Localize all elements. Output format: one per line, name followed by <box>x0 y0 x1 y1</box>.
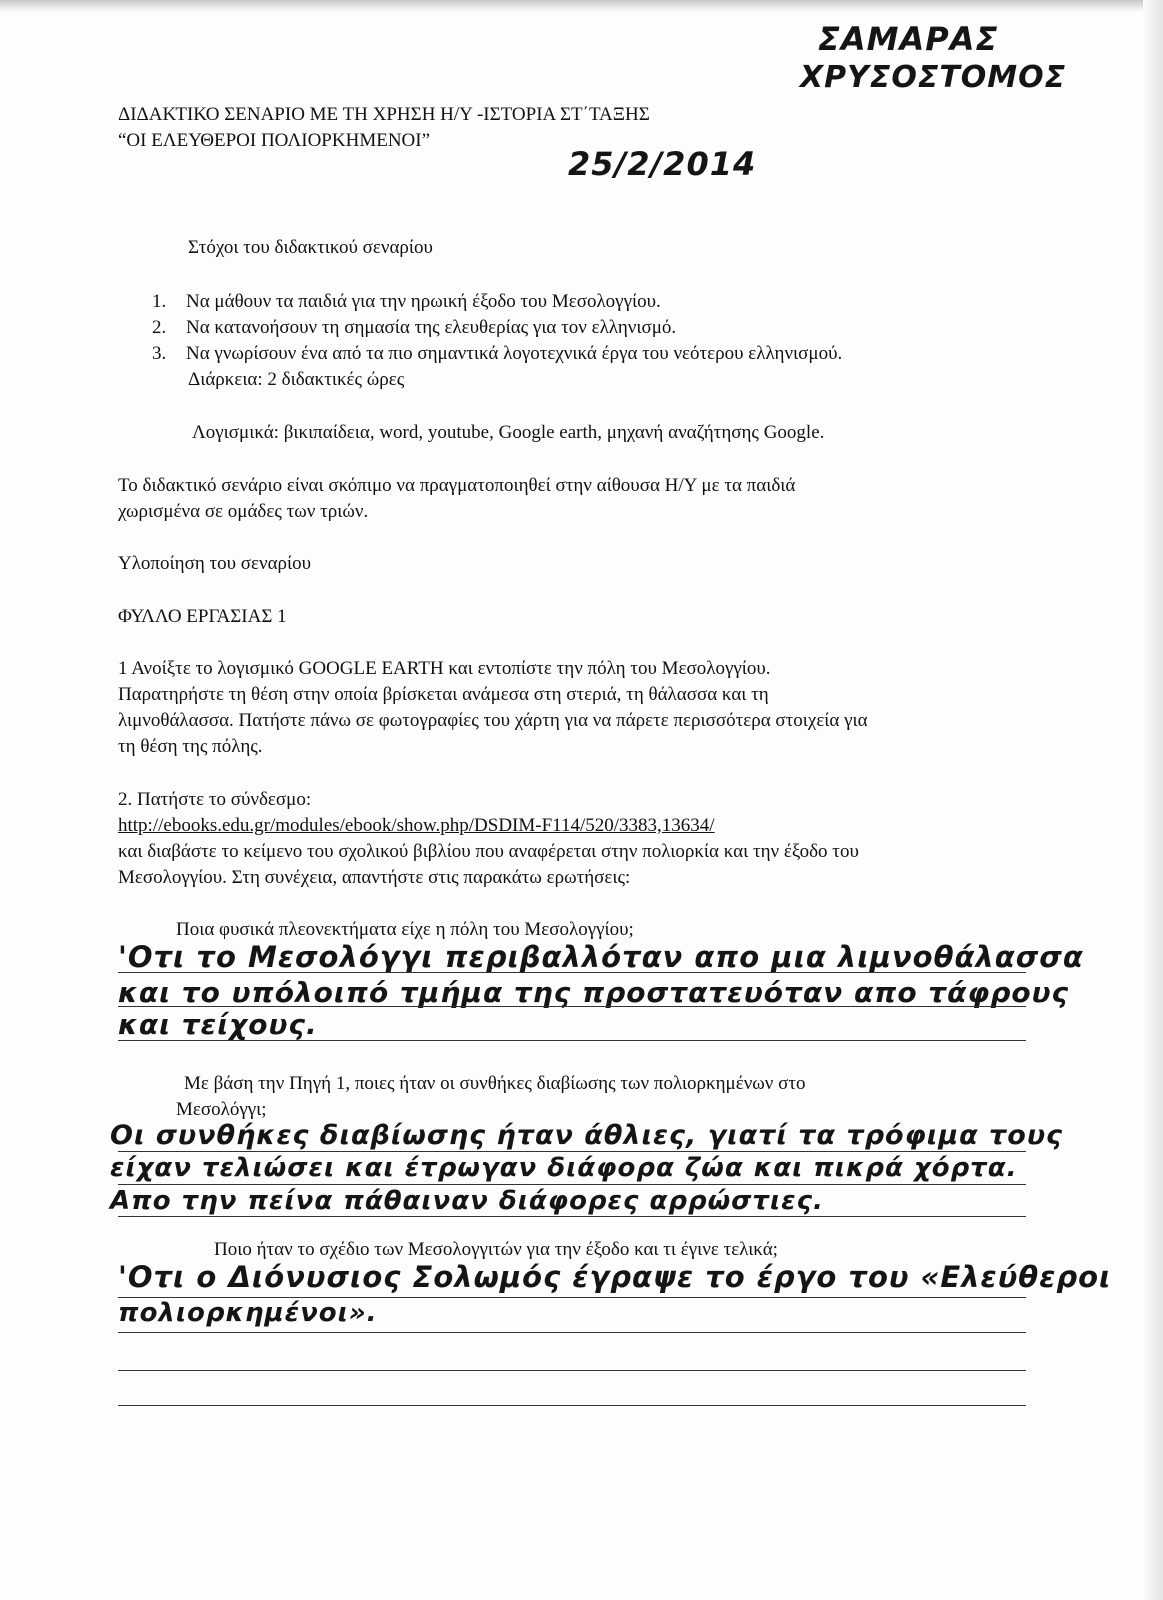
goal-text: Να μάθουν τα παιδιά για την ηρωική έξοδο του Μεσολογγίου. <box>186 291 661 312</box>
document-title-line-2: “ΟΙ ΕΛΕΥΘΕΡΟΙ ΠΟΛΙΟΡΚΗΜΕΝΟΙ” <box>118 130 431 151</box>
worksheet-heading: ΦΥΛΛΟ ΕΡΓΑΣΙΑΣ 1 <box>118 606 287 627</box>
handwritten-firstname: ΧΡΥΣΟΣΤΟΜΟΣ <box>800 60 1067 95</box>
task2-line-3: και διαβάστε το κείμενο του σχολικού βιβλίου που αναφέρεται στην πολιορκία και την έξοδο του <box>118 841 859 862</box>
duration-text: Διάρκεια: 2 διδακτικές ώρες <box>188 369 405 390</box>
goal-text: Να κατανοήσουν τη σημασία της ελευθερίας για τον ελληνισμό. <box>186 317 677 338</box>
task1-line-4: τη θέση της πόλης. <box>118 736 263 757</box>
question-1: Ποια φυσικά πλεονεκτήματα είχε η πόλη του Μεσολογγίου; <box>176 919 634 940</box>
answer-1-line-2: και το υπόλοιπό τμήμα της προστατευόταν απο τάφρους <box>118 976 1070 1009</box>
scan-right-edge <box>1143 0 1163 1600</box>
scan-top-edge <box>0 0 1163 12</box>
goal-number: 1. <box>152 291 167 312</box>
task2-line-4: Μεσολογγίου. Στη συνέχεια, απαντήστε στις παρακάτω ερωτήσεις: <box>118 867 631 888</box>
answer-1-line-3: και τείχους. <box>118 1008 318 1041</box>
goal-number: 3. <box>152 343 167 364</box>
goal-item <box>152 341 842 367</box>
answer-3-line-1: 'Οτι ο Διόνυσιος Σολωμός έγραψε το έργο του «Ελεύθεροι <box>118 1260 1112 1294</box>
answer-rule <box>118 1405 1026 1406</box>
answer-1-line-1: 'Οτι το Μεσολόγγι περιβαλλόταν απο μια λιμνοθάλασσα <box>118 940 1084 974</box>
task1-line-3: λιμνοθάλασσα. Πατήστε πάνω σε φωτογραφίες του χάρτη για να πάρετε περισσότερα στοιχεία για <box>118 710 868 731</box>
answer-rule <box>118 1151 1026 1152</box>
software-list: Λογισμικά: βικιπαίδεια, word, youtube, Google earth, μηχανή αναζήτησης Google. <box>192 422 825 443</box>
task2-link-row <box>118 813 715 839</box>
task1-line-1: 1 Ανοίξτε το λογισμικό GOOGLE EARTH και εντοπίστε την πόλη του Μεσολογγίου. <box>118 658 771 679</box>
implementation-heading: Υλοποίηση του σεναρίου <box>118 553 312 574</box>
goal-item <box>152 289 661 315</box>
answer-rule <box>118 972 1026 973</box>
goals-heading: Στόχοι του διδακτικού σεναρίου <box>188 237 433 258</box>
answer-3-line-2: πολιορκημένοι». <box>118 1298 378 1328</box>
question-2-line-2: Μεσολόγγι; <box>176 1099 267 1120</box>
goal-item <box>152 315 676 341</box>
answer-rule <box>118 1006 1026 1007</box>
goal-number: 2. <box>152 317 167 338</box>
task1-line-2: Παρατηρήστε τη θέση στην οποία βρίσκεται ανάμεσα στη στεριά, τη θάλασσα και τη <box>118 684 769 705</box>
answer-rule <box>118 1332 1026 1333</box>
document-title-line-1: ΔΙΔΑΚΤΙΚΟ ΣΕΝΑΡΙΟ ΜΕ ΤΗ ΧΡΗΣΗ Η/Υ -ΙΣΤΟΡΙΑ ΣΤ΄ΤΑΞΗΣ <box>118 104 650 125</box>
goal-text: Να γνωρίσουν ένα από τα πιο σημαντικά λογοτεχνικά έργα του νεότερου ελληνισμού. <box>186 343 843 364</box>
question-3: Ποιο ήταν το σχέδιο των Μεσολογγιτών για την έξοδο και τι έγινε τελικά; <box>214 1239 778 1260</box>
answer-2-line-3: Απο την πείνα πάθαιναν διάφορες αρρώστιες. <box>110 1186 824 1216</box>
answer-rule <box>118 1040 1026 1041</box>
task2-line-1: 2. Πατήστε το σύνδεσμο: <box>118 789 312 810</box>
intro-line-1: Το διδακτικό σενάριο είναι σκόπιμο να πραγματοποιηθεί στην αίθουσα Η/Υ με τα παιδιά <box>118 475 796 496</box>
ebook-link[interactable]: http://ebooks.edu.gr/modules/ebook/show.php/DSDIM-F114/520/3383,13634/ <box>118 815 715 836</box>
answer-rule <box>118 1216 1026 1217</box>
answer-rule <box>118 1370 1026 1371</box>
answer-2-line-2: είχαν τελιώσει και έτρωγαν διάφορα ζώα και πικρά χόρτα. <box>110 1153 1018 1183</box>
handwritten-date: 25/2/2014 <box>568 145 757 183</box>
answer-rule <box>118 1184 1026 1185</box>
handwritten-surname: ΣΑΜΑΡΑΣ <box>818 20 999 58</box>
intro-line-2: χωρισμένα σε ομάδες των τριών. <box>118 501 369 522</box>
question-2-line-1: Με βάση την Πηγή 1, ποιες ήταν οι συνθήκες διαβίωσης των πολιορκημένων στο <box>184 1073 806 1094</box>
answer-2-line-1: Οι συνθήκες διαβίωσης ήταν άθλιες, γιατί τα τρόφιμα τους <box>110 1120 1064 1151</box>
